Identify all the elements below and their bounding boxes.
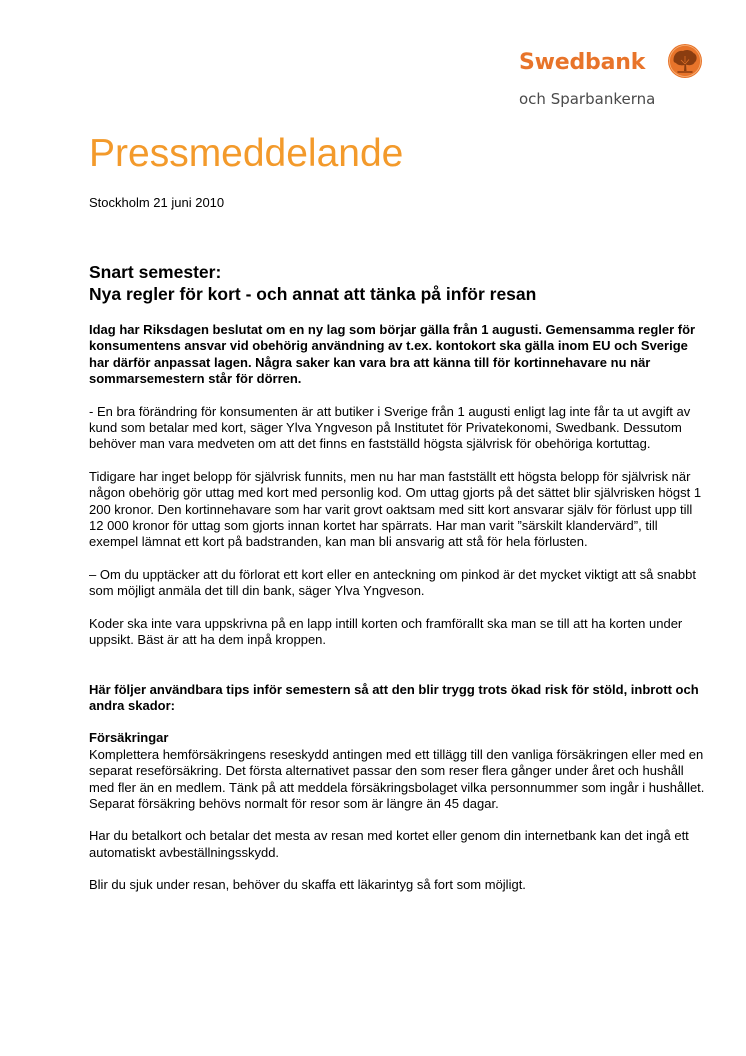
body-paragraph: Koder ska inte vara uppskrivna på en lapp intill korten och framförallt ska man se till att ha korten under uppsikt. Bäst är att ha dem inpå kroppen. [89, 615, 683, 648]
headline [89, 261, 709, 305]
document-title: Pressmeddelande [89, 132, 404, 175]
tips-heading: Här följer användbara tips inför semestern så att den blir trygg trots ökad risk för stöld, inbrott och andra skador: [89, 681, 699, 713]
headline-line-1: Snart semester: [89, 262, 222, 282]
logo-subtitle: och Sparbankerna [519, 90, 656, 108]
body-paragraph: - En bra förändring för konsumenten är att butiker i Sverige från 1 augusti enligt lag inte får ta ut avgift av kund som betalar med kort, säger Ylva Yngveson på Institutet för Privatekonomi, Swedbank. Dessutom behöver man vara medveten om att det finns en fastställd högsta självrisk för obehöriga kortuttag. [89, 403, 691, 452]
body-paragraph: – Om du upptäcker att du förlorat ett kort eller en anteckning om pinkod är det mycket viktigt att så snabbt som möjligt anmäla det till din bank, säger Ylva Yngveson. [89, 566, 696, 599]
insurance-text: Komplettera hemförsäkringens reseskydd antingen med ett tillägg till den vanliga försäkringen eller med en separat reseförsäkring. Det första alternativet passar den som reser flera gånger under året och hushåll med fler än en medlem. Tänk på att meddela försäkringsbolaget vilka personnummer som ingår i hushållet. Separat försäkring behövs normalt för resor som är längre än 45 dagar. [89, 746, 705, 811]
body-paragraph: Tidigare har inget belopp för självrisk funnits, men nu har man fastställt ett högsta belopp för självrisk när någon obehörig gör uttag med kort med personlig kod. Om uttag gjorts på det sättet blir självrisken högst 1 200 kronor. Den kortinnehavare som har varit grovt oaktsam med sitt kort ansvarar själv för förlust upp till 12 000 kronor för uttag som gjorts innan kortet har spärrats. Har man varit ”särskilt klandervärd”, till exempel lämnat ett kort på badstranden, kan man bli ansvarig att stå för hela förlusten. [89, 468, 702, 550]
headline-line-2: Nya regler för kort - och annat att tänka på inför resan [89, 284, 537, 304]
logo-brand-name: Swedbank [519, 50, 646, 75]
press-release-body [89, 261, 709, 910]
body-paragraph: Har du betalkort och betalar det mesta av resan med kortet eller genom din internetbank kan det ingå ett automatiskt avbeställningsskydd. [89, 828, 689, 860]
swedbank-logo [516, 40, 721, 120]
dateline: Stockholm 21 juni 2010 [89, 195, 225, 210]
oak-tree-icon [667, 43, 703, 79]
body-paragraph: Blir du sjuk under resan, behöver du skaffa ett läkarintyg så fort som möjligt. [89, 877, 526, 893]
insurance-heading: Försäkringar [89, 730, 169, 746]
lead-paragraph: Idag har Riksdagen beslutat om en ny lag som börjar gälla från 1 augusti. Gemensamma regler för konsumentens ansvar vid obehörig användning av t.ex. kontokort ska gälla inom EU och Sverige har därför anpassat lagen. Några saker kan vara bra att känna till för kortinnehavare nu när sommarsemestern står för dörren. [89, 322, 696, 387]
insurance-section [89, 730, 709, 812]
